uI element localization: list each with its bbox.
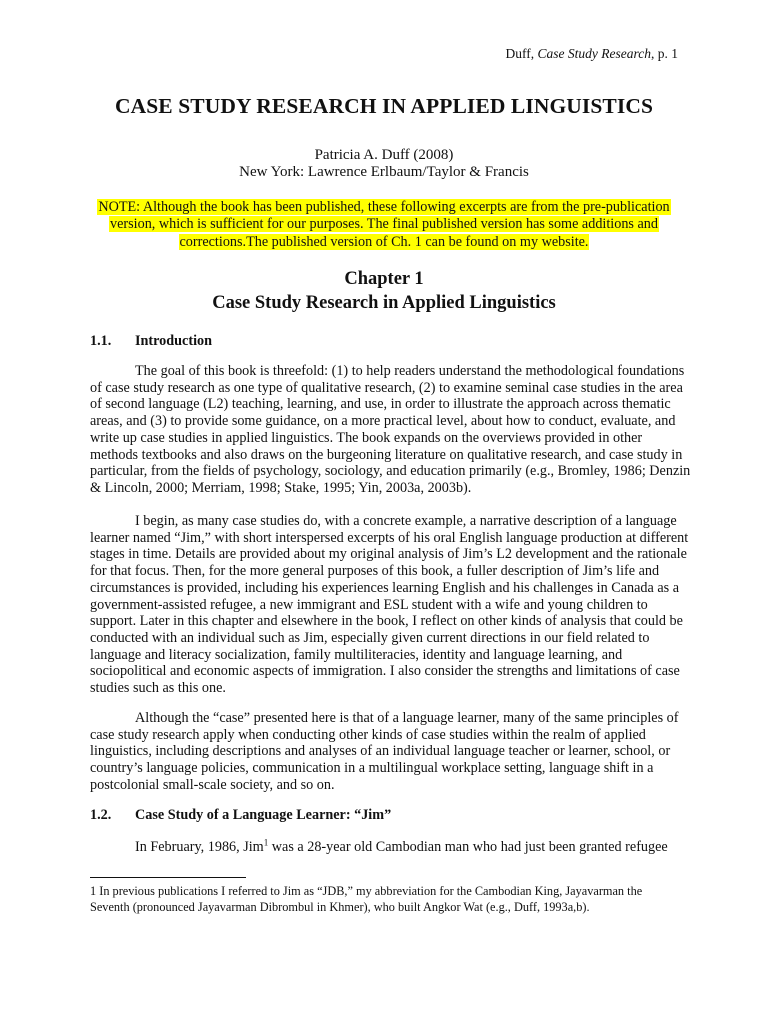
paragraph-line: methods textbooks and also draws on the burgeoning literature on qualitative research, and case study in — [90, 446, 683, 463]
running-header — [506, 46, 678, 62]
paragraph-line: The goal of this book is threefold: (1) to help readers understand the methodological foundations — [135, 363, 685, 379]
paragraph-text: In February, 1986, Jim — [135, 839, 264, 855]
paragraph-line: & Lincoln, 2000; Merriam, 1998; Stake, 1995; Yin, 2003a, 2003b). — [90, 479, 472, 496]
paragraph-line: support. Later in this chapter and elsewhere in the book, I reflect on other kinds of analysis that could be — [90, 613, 683, 630]
paragraph-line: of second language (L2) teaching, learning, and use, in order to illustrate the approach across thematic — [90, 396, 671, 413]
author-line: Patricia A. Duff (2008) — [314, 147, 454, 163]
section-number: 1.2. — [90, 807, 112, 823]
publisher-line: New York: Lawrence Erlbaum/Taylor & Francis — [239, 164, 529, 180]
section-title: Case Study of a Language Learner: “Jim” — [135, 807, 392, 823]
paragraph-jim-intro — [90, 513, 689, 697]
section-number: 1.1. — [90, 333, 112, 349]
section-title: Introduction — [135, 333, 212, 349]
paragraph-text: was a 28-year old Cambodian man who had just been granted refugee — [268, 839, 668, 855]
note-line: version, which is sufficient for our purposes. The final published version has some additions and — [110, 216, 658, 233]
paragraph-line: of case study research as one type of qualitative research, (2) to examine seminal case studies in the area — [90, 379, 683, 396]
chapter-number: Chapter 1 — [344, 269, 424, 289]
paragraph-line: areas, and (3) to provide some guidance, on a more practical level, about how to conduct, evaluate, and — [90, 413, 676, 430]
note-line: NOTE: Although the book has been published, these following excerpts are from the pre-publication — [98, 199, 670, 215]
footnote-reference[interactable]: 1 — [263, 837, 269, 848]
paragraph-line: stages in time. Details are provided about my original analysis of Jim’s L2 development and the rationale — [90, 546, 687, 563]
paragraph-line: circumstances is provided, including his experiences learning English and his challenges in Canada as a — [90, 579, 680, 596]
footnote-1 — [90, 884, 680, 915]
paragraph-line: sociopolitical and economic aspects of immigration. I also consider the strengths and limitations of case — [90, 663, 680, 680]
paragraph-line: particular, from the fields of psychology, sociology, and education primarily (e.g., Bromley, 1986; Denzin — [90, 463, 691, 480]
paragraph-line: case study research apply when conducting other kinds of case studies within the realm of applied — [90, 726, 646, 743]
paragraph-line: I begin, as many case studies do, with a concrete example, a narrative description of a language — [135, 513, 677, 529]
paragraph-jim-story — [90, 839, 680, 856]
note-line: corrections.The published version of Ch. 1 can be found on my website. — [179, 233, 589, 250]
paragraph-line — [90, 839, 680, 856]
paragraph-line: postcolonial small-scale society, and so on. — [90, 776, 335, 793]
document-title: CASE STUDY RESEARCH IN APPLIED LINGUISTICS — [114, 94, 654, 118]
paragraph-line: learner named “Jim,” with short interspersed excerpts of his oral English language production at different — [90, 529, 689, 546]
header-author: Duff, — [505, 46, 538, 61]
highlighted-note — [90, 199, 678, 251]
header-page-number: , p. 1 — [651, 46, 678, 61]
paragraph-line: linguistics, including descriptions and analyses of an individual language teacher or learner, school, or — [90, 743, 671, 760]
footnote-line: Seventh (pronounced Jayavarman Dibrombul in Khmer), who built Angkor Wat (e.g., Duff, 1993a,b). — [90, 899, 590, 914]
paragraph-case-principles — [90, 710, 680, 794]
header-book-title: Case Study Research — [537, 46, 651, 61]
chapter-title: Case Study Research in Applied Linguistics — [212, 293, 556, 313]
section-heading-introduction — [90, 333, 212, 350]
paragraph-line: language and literacy socialization, family multiliteracies, identity and language learning, and — [90, 646, 623, 663]
paragraph-line: Although the “case” presented here is that of a language learner, many of the same principles of — [135, 710, 679, 726]
paragraph-line: government-assisted refugee, a new immigrant and ESL student with a wife and young children to — [90, 596, 648, 613]
paragraph-line: studies such as this one. — [90, 680, 226, 697]
section-heading-jim — [90, 807, 391, 824]
footnote-line: 1 In previous publications I referred to Jim as “JDB,” my abbreviation for the Cambodian King, Jayavarman the — [90, 884, 643, 898]
paragraph-line: for that focus. Then, for the more general purposes of this book, a fuller description of Jim’s life and — [90, 563, 660, 580]
paragraph-line: country’s language policies, communication in a multilingual workplace setting, language shift in a — [90, 760, 654, 777]
paragraph-line: conducted with an individual such as Jim, especially given current directions in our field related to — [90, 629, 650, 646]
footnote-separator — [90, 877, 246, 878]
paragraph-line: write up case studies in applied linguistics. The book expands on the overviews provided in other — [90, 429, 643, 446]
paragraph-goal — [90, 363, 691, 497]
